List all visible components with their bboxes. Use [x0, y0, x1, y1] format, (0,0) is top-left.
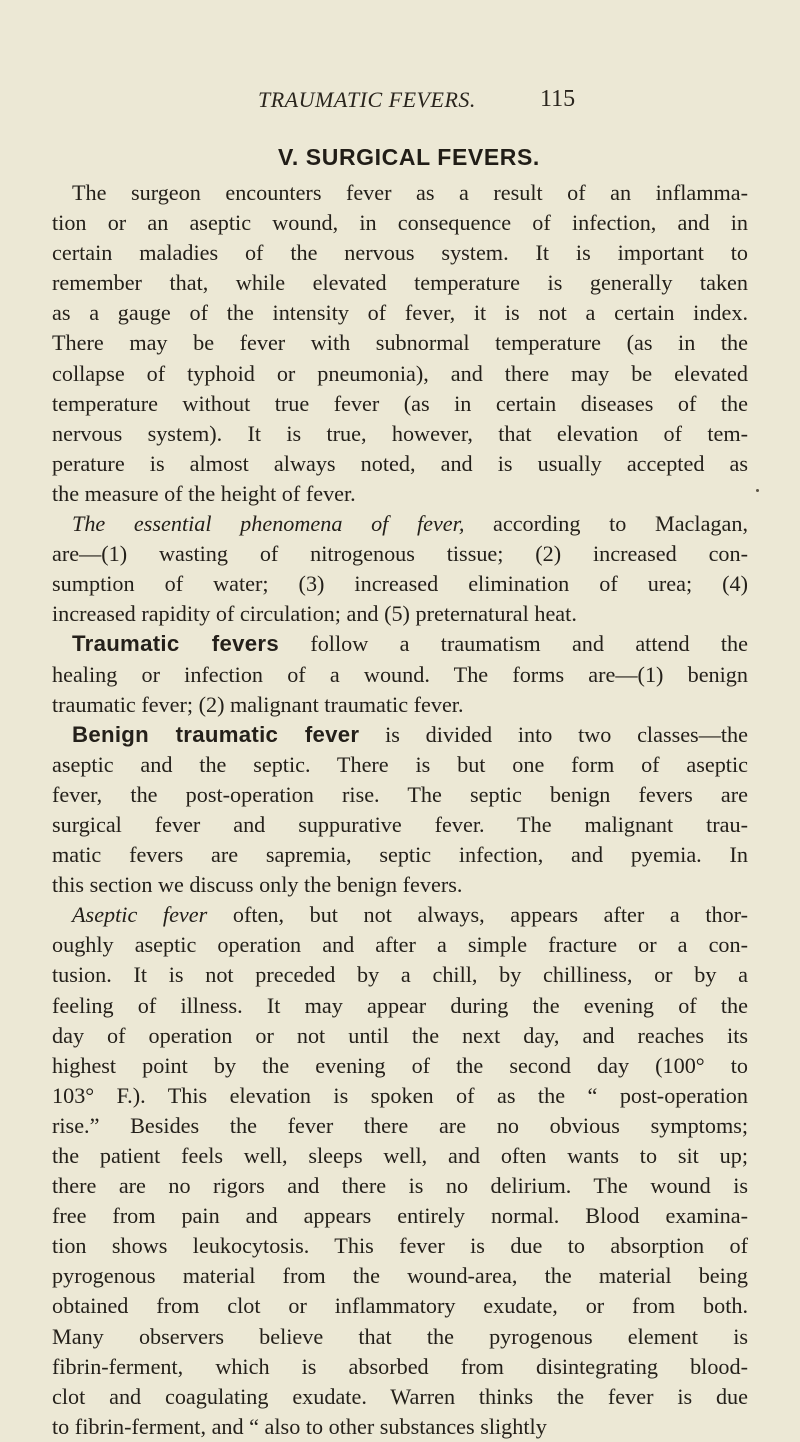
lead-rest: is divided into two classes—the: [359, 721, 748, 747]
text-line: the patient feels well, sleeps well, and often wants to sit up;: [52, 1143, 748, 1168]
italic-term: Aseptic fever: [72, 902, 208, 928]
text-line: The surgeon encounters fever as a result of an inflamma-: [72, 180, 748, 205]
text-line: collapse of typhoid or pneumonia), and there may be elevated: [52, 360, 748, 386]
text-line: to fibrin-ferment, and “ also to other substances slightly: [52, 1413, 547, 1439]
text-line: as a gauge of the intensity of fever, it is not a certain index.: [52, 300, 748, 326]
italic-term: The essential phenomena of fever,: [72, 511, 465, 537]
text-line: remember that, while elevated temperature is generally taken: [52, 270, 748, 296]
text-line: Many observers believe that the pyrogenous element is: [52, 1323, 748, 1349]
text-line: obtained from clot or inflammatory exudate, or from both.: [52, 1293, 748, 1319]
text-line-lead: [52, 509, 748, 539]
text-line: free from pain and appears entirely normal. Blood examina-: [52, 1203, 748, 1229]
text-line-lead: [52, 720, 748, 750]
text-line: tusion. It is not preceded by a chill, by chilliness, or by a: [52, 962, 748, 988]
text-line: tion shows leukocytosis. This fever is due to absorption of: [52, 1233, 748, 1259]
body-text: [52, 178, 748, 1442]
text-line-lead: [52, 900, 748, 930]
margin-mark: [756, 489, 759, 492]
lead-rest: follow a traumatism and attend the: [278, 631, 748, 657]
text-line: tion or an aseptic wound, in consequence of infection, and in: [52, 210, 748, 236]
bold-term: Benign traumatic fever: [72, 721, 360, 747]
text-line: fever, the post-operation rise. The septic benign fevers are: [52, 781, 748, 807]
text-line-lead: [52, 629, 748, 659]
text-line: rise.” Besides the fever there are no obvious symptoms;: [52, 1112, 748, 1138]
text-line: fibrin-ferment, which is absorbed from disintegrating blood-: [52, 1353, 748, 1379]
page-number: 115: [540, 86, 576, 112]
text-line: pyrogenous material from the wound-area, the material being: [52, 1263, 748, 1289]
text-line: healing or infection of a wound. The forms are—(1) benign: [52, 661, 748, 687]
bold-term: Traumatic fevers: [72, 631, 279, 657]
text-line: increased rapidity of circulation; and (5) preternatural heat.: [52, 601, 577, 627]
text-line: there are no rigors and there is no delirium. The wound is: [52, 1173, 748, 1199]
text-line: 103° F.). This elevation is spoken of as the “ post-operation: [52, 1082, 748, 1108]
text-line: traumatic fever; (2) malignant traumatic fever.: [52, 691, 464, 717]
text-line: sumption of water; (3) increased elimination of urea; (4): [52, 571, 748, 597]
text-line: perature is almost always noted, and is usually accepted as: [52, 450, 748, 476]
text-line: aseptic and the septic. There is but one form of aseptic: [52, 751, 748, 777]
text-line: day of operation or not until the next day, and reaches its: [52, 1022, 748, 1048]
text-line: There may be fever with subnormal temperature (as in the: [52, 330, 748, 356]
text-line: clot and coagulating exudate. Warren thinks the fever is due: [52, 1383, 748, 1409]
text-line: feeling of illness. It may appear during the evening of the: [52, 992, 748, 1018]
text-line: temperature without true fever (as in certain diseases of the: [52, 390, 748, 416]
text-line: are—(1) wasting of nitrogenous tissue; (2) increased con-: [52, 541, 748, 567]
text-line: matic fevers are sapremia, septic infection, and pyemia. In: [52, 842, 748, 868]
text-line: the measure of the height of fever.: [52, 480, 356, 506]
lead-rest: according to Maclagan,: [464, 511, 749, 537]
text-line: this section we discuss only the benign fevers.: [52, 872, 463, 898]
text-line: nervous system). It is true, however, that elevation of tem-: [52, 420, 748, 446]
lead-rest: often, but not always, appears after a thor-: [207, 902, 749, 928]
text-line: surgical fever and suppurative fever. The malignant trau-: [52, 811, 748, 837]
running-head: TRAUMATIC FEVERS.: [258, 87, 476, 112]
text-line: highest point by the evening of the second day (100° to: [52, 1052, 748, 1078]
text-line: certain maladies of the nervous system. It is important to: [52, 240, 748, 266]
section-title: V. SURGICAL FEVERS.: [278, 144, 540, 170]
text-line: oughly aseptic operation and after a simple fracture or a con-: [52, 932, 748, 958]
